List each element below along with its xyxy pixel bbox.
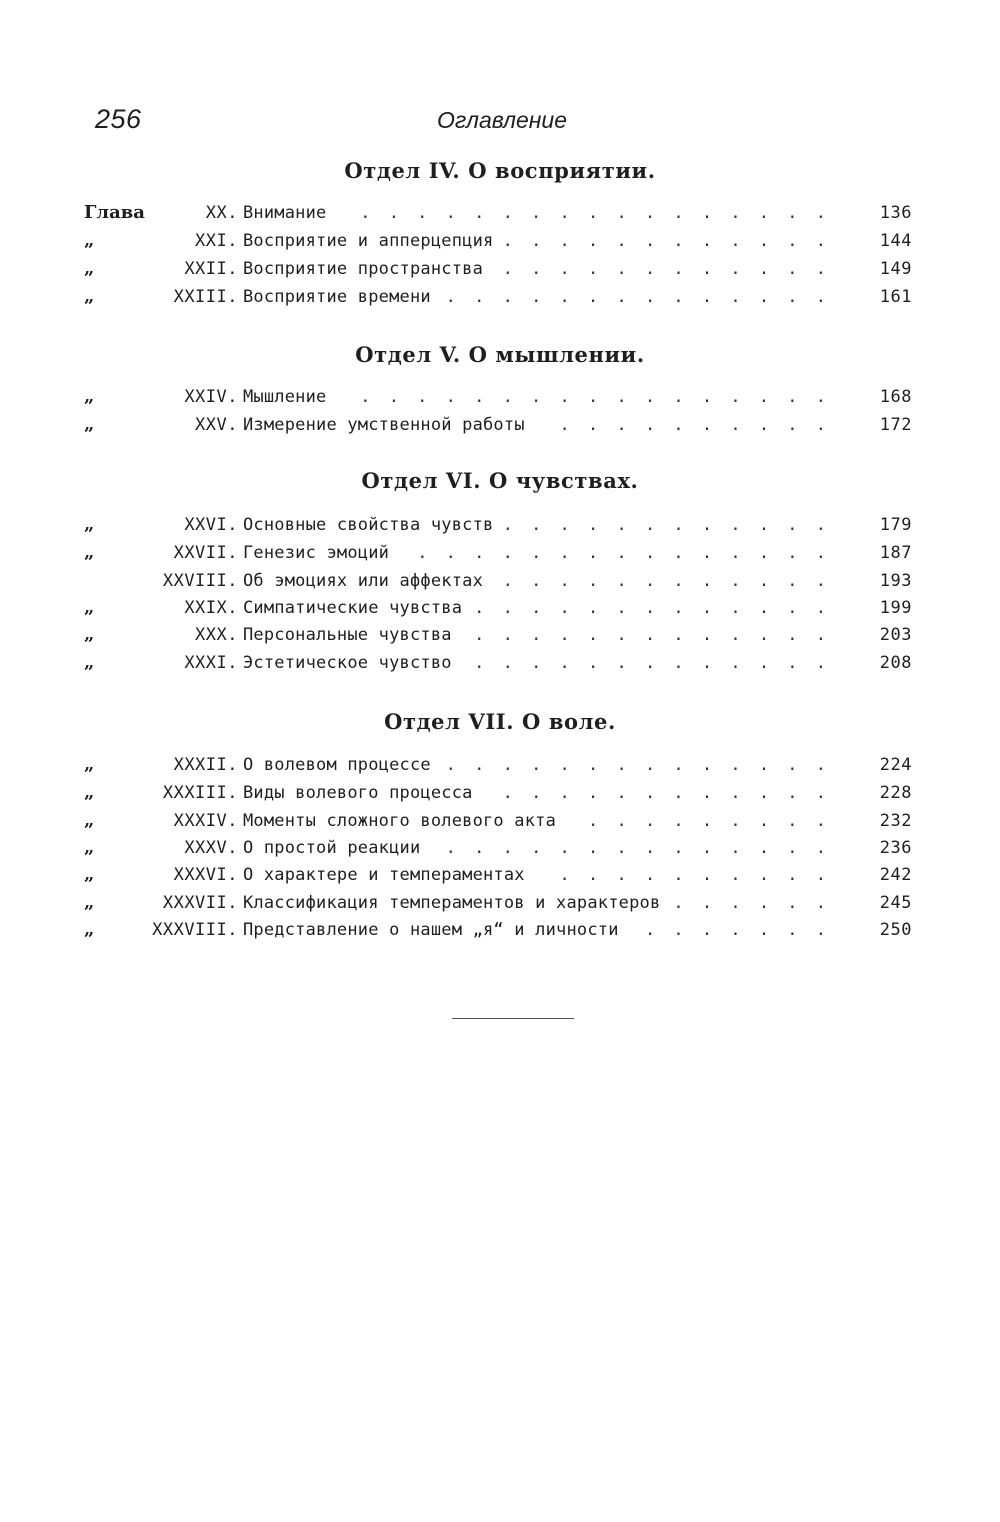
closing-rule xyxy=(452,1018,574,1019)
chapter-prefix: „ xyxy=(84,919,95,940)
chapter-title: Генезис эмоций xyxy=(243,543,390,563)
chapter-numeral: XX. xyxy=(205,203,238,223)
chapter-numeral: XXXI. xyxy=(184,653,238,673)
chapter-prefix: „ xyxy=(84,386,95,407)
chapter-prefix: „ xyxy=(84,597,95,618)
dot-leader: . . . . . . . . . . . . . . xyxy=(445,755,830,775)
page-ref: 232 xyxy=(879,811,912,831)
dot-leader: . . . . . . . . . xyxy=(588,811,830,831)
chapter-title: О простой реакции xyxy=(243,838,421,858)
page-ref: 193 xyxy=(879,571,912,591)
page-number: 256 xyxy=(95,104,142,134)
chapter-numeral: XXXVI. xyxy=(173,865,238,885)
chapter-numeral: XXI. xyxy=(195,231,238,251)
toc-entry xyxy=(0,649,1000,677)
page-ref: 228 xyxy=(879,783,912,803)
chapter-prefix: „ xyxy=(84,542,95,563)
page-ref: 149 xyxy=(879,259,912,279)
section-heading: Отдел VI. О чувствах. xyxy=(361,468,639,493)
page-ref: 224 xyxy=(879,755,912,775)
chapter-title: Восприятие и апперцепция xyxy=(243,231,494,251)
toc-entry xyxy=(0,539,1000,567)
chapter-title: Классификация темпераментов и характеров xyxy=(243,893,661,913)
chapter-title: О волевом процессе xyxy=(243,755,431,775)
chapter-prefix: Глава xyxy=(84,202,145,223)
chapter-title: Персональные чувства xyxy=(243,625,452,645)
chapter-title: Измерение умственной работы xyxy=(243,415,525,435)
page-ref: 168 xyxy=(879,387,912,407)
chapter-prefix: „ xyxy=(84,754,95,775)
chapter-numeral: XXIII. xyxy=(173,287,238,307)
dot-leader: . . . . . . . . . . . . . . . . . xyxy=(360,387,830,407)
page-ref: 187 xyxy=(879,543,912,563)
chapter-title: Внимание xyxy=(243,203,327,223)
chapter-prefix: „ xyxy=(84,514,95,535)
chapter-numeral: XXXIV. xyxy=(173,811,238,831)
chapter-numeral: XXX. xyxy=(195,625,238,645)
page-ref: 144 xyxy=(879,231,912,251)
toc-entry xyxy=(0,621,1000,649)
toc-entry xyxy=(0,751,1000,779)
chapter-numeral: XXVIII. xyxy=(162,571,238,591)
chapter-prefix: „ xyxy=(84,892,95,913)
chapter-numeral: XXXVII. xyxy=(162,893,238,913)
chapter-numeral: XXXIII. xyxy=(162,783,238,803)
chapter-numeral: XXVI. xyxy=(184,515,238,535)
chapter-prefix: „ xyxy=(84,864,95,885)
toc-entry xyxy=(0,511,1000,539)
chapter-numeral: XXXVIII. xyxy=(152,920,238,940)
page-ref: 203 xyxy=(879,625,912,645)
dot-leader: . . . . . . . xyxy=(644,920,830,940)
chapter-numeral: XXIX. xyxy=(184,598,238,618)
dot-leader: . . . . . . . . . . xyxy=(559,415,830,435)
toc-entry xyxy=(0,834,1000,862)
toc-entry xyxy=(0,383,1000,411)
chapter-title: Эстетическое чувство xyxy=(243,653,452,673)
toc-entry xyxy=(0,779,1000,807)
dot-leader: . . . . . . . . . . . . xyxy=(502,783,830,803)
chapter-title: Основные свойства чувств xyxy=(243,515,494,535)
page-ref: 236 xyxy=(879,838,912,858)
chapter-title: Мышление xyxy=(243,387,327,407)
page-ref: 136 xyxy=(879,203,912,223)
page-ref: 208 xyxy=(879,653,912,673)
section-heading: Отдел IV. О восприятии. xyxy=(344,158,656,183)
toc-entry xyxy=(0,916,1000,944)
chapter-prefix: „ xyxy=(84,258,95,279)
page-ref: 199 xyxy=(879,598,912,618)
chapter-numeral: XXII. xyxy=(184,259,238,279)
section-heading: Отдел VII. О воле. xyxy=(384,709,616,734)
chapter-prefix: „ xyxy=(84,782,95,803)
toc-entry xyxy=(0,861,1000,889)
dot-leader: . . . . . . . . . . xyxy=(559,865,830,885)
page-ref: 242 xyxy=(879,865,912,885)
toc-entry xyxy=(0,411,1000,439)
dot-leader: . . . . . . . . . . . . xyxy=(502,259,830,279)
toc-entry xyxy=(0,594,1000,622)
toc-entry xyxy=(0,807,1000,835)
chapter-prefix: „ xyxy=(84,624,95,645)
page-ref: 250 xyxy=(879,920,912,940)
dot-leader: . . . . . . . . . . . . . xyxy=(474,625,830,645)
chapter-numeral: XXXV. xyxy=(184,838,238,858)
chapter-prefix: „ xyxy=(84,286,95,307)
toc-entry xyxy=(0,255,1000,283)
chapter-prefix: „ xyxy=(84,810,95,831)
toc-entry xyxy=(0,227,1000,255)
dot-leader: . . . . . . . . . . . . . . . . . xyxy=(360,203,830,223)
dot-leader: . . . . . . . . . . . . . . . xyxy=(417,543,830,563)
toc-entry xyxy=(0,889,1000,917)
chapter-prefix: „ xyxy=(84,837,95,858)
dot-leader: . . . . . . . . . . . . . xyxy=(474,598,830,618)
toc-entry xyxy=(0,283,1000,311)
dot-leader: . . . . . . xyxy=(673,893,830,913)
chapter-numeral: XXXII. xyxy=(173,755,238,775)
chapter-title: Восприятие времени xyxy=(243,287,431,307)
toc-entry xyxy=(0,567,1000,595)
toc-entry xyxy=(0,199,1000,227)
chapter-title: Восприятие пространства xyxy=(243,259,484,279)
chapter-title: Моменты сложного волевого акта xyxy=(243,811,557,831)
chapter-title: Представление о нашем „я“ и личности xyxy=(243,920,619,940)
chapter-numeral: XXIV. xyxy=(184,387,238,407)
page-ref: 245 xyxy=(879,893,912,913)
chapter-prefix: „ xyxy=(84,230,95,251)
dot-leader: . . . . . . . . . . . . . . xyxy=(445,287,830,307)
dot-leader: . . . . . . . . . . . . xyxy=(502,231,830,251)
dot-leader: . . . . . . . . . . . . xyxy=(502,571,830,591)
chapter-numeral: XXV. xyxy=(195,415,238,435)
page-ref: 179 xyxy=(879,515,912,535)
chapter-prefix: „ xyxy=(84,652,95,673)
chapter-title: Симпатические чувства xyxy=(243,598,463,618)
dot-leader: . . . . . . . . . . . . . xyxy=(474,653,830,673)
chapter-prefix: „ xyxy=(84,414,95,435)
page-ref: 172 xyxy=(879,415,912,435)
chapter-title: Виды волевого процесса xyxy=(243,783,473,803)
chapter-title: О характере и темпераментах xyxy=(243,865,525,885)
chapter-title: Об эмоциях или аффектах xyxy=(243,571,484,591)
dot-leader: . . . . . . . . . . . . . . xyxy=(445,838,830,858)
running-head: Оглавление xyxy=(437,107,567,133)
dot-leader: . . . . . . . . . . . . xyxy=(502,515,830,535)
chapter-numeral: XXVII. xyxy=(173,543,238,563)
page-ref: 161 xyxy=(879,287,912,307)
section-heading: Отдел V. О мышлении. xyxy=(355,342,645,367)
